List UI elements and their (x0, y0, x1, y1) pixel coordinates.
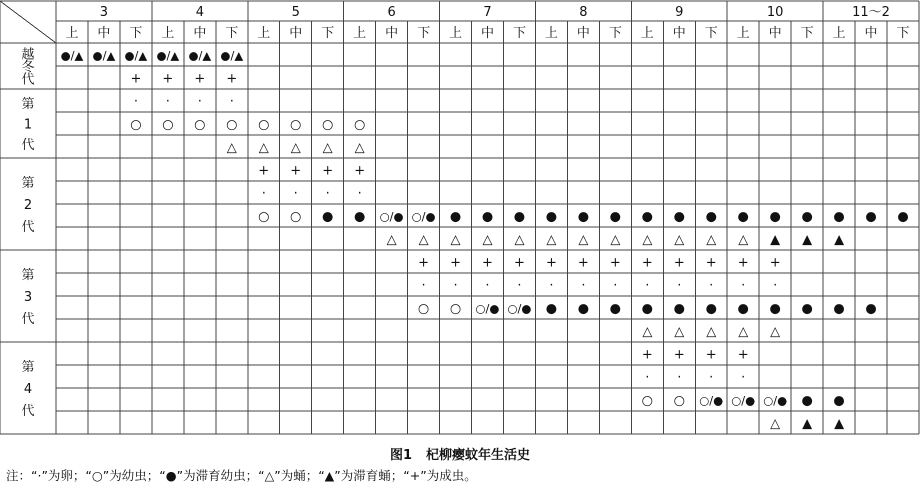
stage-symbol: △ (482, 232, 493, 248)
stage-symbol: ○ (353, 117, 366, 133)
stage-symbol: ● (641, 301, 653, 317)
stage-symbol: △ (226, 140, 237, 156)
stage-symbol: + (258, 163, 270, 179)
period-label: 上 (640, 26, 654, 41)
stage-symbol: ● (865, 209, 877, 225)
period-label: 下 (896, 26, 910, 41)
stage-symbol: + (641, 255, 653, 271)
stage-symbol: · (613, 278, 618, 294)
period-label: 中 (289, 26, 303, 41)
generation-label-char: 2 (23, 198, 33, 213)
generation-label-char: 冬 (21, 60, 35, 75)
stage-symbol: · (645, 278, 650, 294)
month-label: 5 (291, 5, 300, 20)
stage-symbol: △ (354, 140, 365, 156)
month-label: 6 (387, 5, 396, 20)
stage-symbol: ● (705, 301, 717, 317)
stage-symbol: + (226, 71, 238, 87)
period-label: 上 (161, 26, 175, 41)
stage-symbol: ● (513, 209, 526, 225)
month-label: 10 (766, 5, 784, 20)
period-label: 下 (608, 26, 622, 41)
stage-symbol: · (709, 278, 714, 294)
stage-symbol: · (197, 94, 202, 110)
generation-label-char: 3 (23, 290, 33, 305)
generation-label-char: 第 (21, 268, 35, 283)
generation-label-char: 第 (21, 360, 35, 375)
period-label: 上 (65, 26, 79, 41)
stage-symbol: + (322, 163, 334, 179)
stage-symbol: ● (833, 301, 845, 317)
stage-symbol: △ (450, 232, 461, 248)
stage-symbol: + (418, 255, 430, 271)
stage-symbol: △ (706, 232, 717, 248)
generation-label-char: 代 (21, 220, 35, 235)
stage-symbol: + (673, 347, 685, 363)
stage-symbol: △ (418, 232, 429, 248)
generation-label-char: 第 (21, 176, 35, 191)
stage-symbol: ● (577, 301, 590, 317)
stage-symbol: ● (545, 301, 558, 317)
stage-symbol: ●/▲ (156, 48, 180, 63)
stage-symbol: ○ (449, 301, 462, 317)
stage-symbol: ●/▲ (188, 48, 212, 63)
month-label: 3 (99, 5, 109, 20)
stage-symbol: · (453, 278, 458, 294)
generation-label-char: 第 (21, 97, 35, 113)
stage-symbol: ○ (258, 209, 270, 225)
stage-symbol: ● (481, 209, 494, 225)
stage-symbol: △ (738, 232, 749, 248)
stage-symbol: ● (801, 301, 813, 317)
stage-symbol: · (293, 186, 298, 202)
stage-symbol: · (677, 278, 682, 294)
stage-symbol: · (581, 278, 586, 294)
stage-symbol: ● (673, 301, 685, 317)
header-diagonal (0, 1, 56, 43)
stage-symbol: ○/● (699, 393, 724, 408)
stage-symbol: + (162, 71, 174, 87)
stage-symbol: △ (610, 232, 621, 248)
stage-symbol: ● (609, 301, 622, 317)
stage-symbol: · (517, 278, 522, 294)
stage-symbol: △ (674, 324, 685, 340)
generation-label-char: 1 (23, 117, 33, 133)
period-label: 中 (576, 26, 590, 41)
period-label: 下 (704, 26, 718, 41)
stage-symbol: ● (449, 209, 462, 225)
stage-symbol: △ (642, 324, 653, 340)
period-label: 下 (417, 26, 431, 41)
stage-symbol: + (354, 163, 366, 179)
stage-symbol: ●/▲ (220, 48, 244, 63)
stage-symbol: · (357, 186, 362, 202)
stage-symbol: · (677, 370, 682, 386)
period-label: 下 (512, 26, 526, 41)
stage-symbol: + (641, 347, 653, 363)
period-label: 下 (225, 26, 239, 41)
period-label: 中 (385, 26, 399, 41)
generation-label-char: 代 (21, 137, 35, 153)
generation-label-char: 代 (21, 312, 35, 327)
stage-symbol: △ (706, 324, 717, 340)
stage-symbol: + (194, 71, 206, 87)
stage-symbol: + (609, 255, 621, 271)
month-label: 8 (579, 5, 588, 20)
stage-symbol: ○ (290, 209, 302, 225)
stage-symbol: + (545, 255, 557, 271)
stage-symbol: ○/● (379, 209, 404, 224)
stage-symbol: + (705, 347, 717, 363)
stage-symbol: △ (738, 324, 749, 340)
stage-symbol: △ (674, 232, 685, 248)
legend-note: 注：“·”为卵；“○”为幼虫；“●”为滞育幼虫；“△”为蛹；“▲”为滞育蛹；“+”为成虫。 (6, 468, 477, 483)
month-label: 4 (195, 5, 204, 20)
figure-number: 图1 (389, 448, 413, 463)
period-label: 上 (353, 26, 367, 41)
generation-label-char: 越 (21, 47, 35, 63)
stage-symbol: ○ (322, 117, 334, 133)
stage-symbol: + (737, 347, 749, 363)
stage-symbol: ● (705, 209, 717, 225)
stage-symbol: + (737, 255, 749, 271)
stage-symbol: △ (770, 324, 781, 340)
stage-symbol: ○/● (763, 393, 788, 408)
stage-symbol: · (773, 278, 778, 294)
stage-symbol: + (673, 255, 685, 271)
stage-symbol: △ (258, 140, 269, 156)
stage-symbol: ● (769, 209, 781, 225)
stage-symbol: ● (673, 209, 685, 225)
stage-symbol: ● (545, 209, 558, 225)
stage-symbol: + (705, 255, 717, 271)
period-label: 上 (257, 26, 271, 41)
stage-symbol: ○ (162, 117, 174, 133)
stage-symbol: ○ (194, 117, 206, 133)
stage-symbol: · (741, 278, 746, 294)
stage-symbol: ○ (258, 117, 270, 133)
stage-symbol: ● (769, 301, 781, 317)
period-label: 下 (321, 26, 335, 41)
stage-symbol: + (769, 255, 781, 271)
stage-symbol: · (549, 278, 554, 294)
stage-symbol: △ (514, 232, 525, 248)
period-label: 下 (800, 26, 814, 41)
stage-symbol: ● (801, 209, 813, 225)
period-label: 上 (832, 26, 846, 41)
stage-symbol: △ (386, 232, 397, 248)
stage-symbol: ○ (130, 117, 142, 133)
stage-symbol: ● (801, 393, 813, 409)
stage-symbol: ○ (641, 393, 653, 409)
generation-label-char: 代 (21, 72, 35, 88)
stage-symbol: · (709, 370, 714, 386)
stage-symbol: + (482, 255, 493, 271)
month-label: 7 (483, 5, 492, 20)
month-label: 9 (675, 5, 684, 20)
stage-symbol: △ (578, 232, 589, 248)
stage-symbol: ● (865, 301, 877, 317)
stage-symbol: ▲ (770, 232, 781, 248)
stage-symbol: ▲ (802, 416, 813, 432)
stage-symbol: ○/● (475, 301, 500, 316)
stage-symbol: △ (290, 140, 301, 156)
stage-symbol: ● (737, 301, 749, 317)
stage-symbol: ▲ (834, 232, 845, 248)
stage-symbol: + (514, 255, 525, 271)
stage-symbol: ○/● (507, 301, 532, 316)
stage-symbol: ○ (290, 117, 302, 133)
stage-symbol: ● (641, 209, 653, 225)
period-label: 中 (480, 26, 495, 41)
stage-symbol: ● (833, 393, 845, 409)
stage-symbol: · (165, 94, 170, 110)
stage-symbol: ● (322, 209, 334, 225)
figure-caption (0, 444, 920, 463)
period-label: 上 (736, 26, 750, 41)
period-label: 中 (864, 26, 878, 41)
stage-symbol: · (485, 278, 490, 294)
stage-symbol: ●/▲ (124, 48, 148, 63)
period-label: 中 (768, 26, 782, 41)
stage-symbol: ● (609, 209, 622, 225)
stage-symbol: · (133, 94, 138, 110)
stage-symbol: + (577, 255, 589, 271)
stage-symbol: ● (897, 209, 909, 225)
stage-symbol: + (450, 255, 461, 271)
stage-symbol: △ (546, 232, 557, 248)
stage-symbol: · (741, 370, 746, 386)
stage-symbol: △ (642, 232, 653, 248)
stage-symbol: ● (737, 209, 749, 225)
period-label: 中 (672, 26, 686, 41)
stage-symbol: · (229, 94, 234, 110)
stage-symbol: ▲ (834, 416, 845, 432)
stage-symbol: ●/▲ (92, 48, 116, 63)
month-label: 11～2 (852, 5, 890, 20)
figure-title: 杞柳瘿蚊年生活史 (426, 448, 531, 463)
stage-symbol: ● (577, 209, 590, 225)
stage-symbol: △ (770, 416, 781, 432)
period-label: 上 (449, 26, 463, 41)
stage-symbol: ●/▲ (60, 48, 84, 63)
stage-symbol: ○/● (411, 209, 436, 224)
stage-symbol: ○/● (731, 393, 756, 408)
stage-symbol: · (421, 278, 426, 294)
period-label: 下 (129, 26, 143, 41)
stage-symbol: ○ (226, 117, 238, 133)
stage-symbol: ● (833, 209, 845, 225)
stage-symbol: △ (322, 140, 333, 156)
period-label: 上 (544, 26, 558, 41)
stage-symbol: · (261, 186, 266, 202)
stage-symbol: ▲ (802, 232, 813, 248)
stage-symbol: ○ (673, 393, 685, 409)
generation-label-char: 4 (23, 382, 33, 397)
stage-symbol: · (325, 186, 330, 202)
stage-symbol: + (130, 71, 142, 87)
stage-symbol: + (290, 163, 302, 179)
period-label: 中 (193, 26, 207, 41)
stage-symbol: ○ (417, 301, 430, 317)
period-label: 中 (97, 26, 111, 41)
stage-symbol: ● (353, 209, 366, 225)
generation-label-char: 代 (21, 404, 35, 419)
stage-symbol: · (645, 370, 650, 386)
